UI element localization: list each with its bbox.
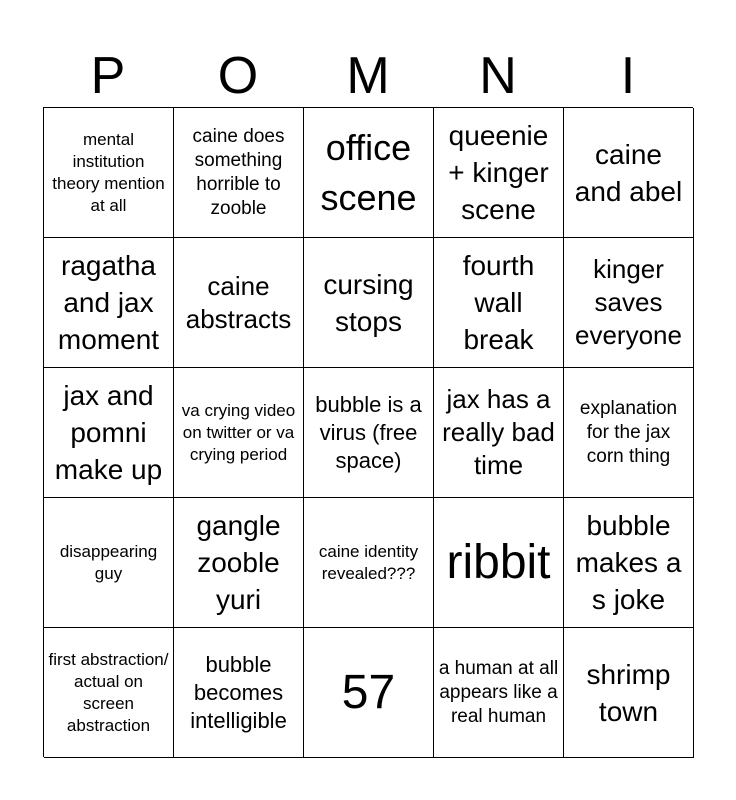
bingo-header: [43, 46, 693, 106]
bingo-cell[interactable]: [44, 108, 174, 238]
bingo-cell[interactable]: [564, 368, 694, 498]
bingo-cell[interactable]: [564, 498, 694, 628]
bingo-cell[interactable]: [304, 498, 434, 628]
cell-text: fourth wall break: [462, 250, 535, 355]
cell-text: queenie + kinger scene: [448, 120, 549, 225]
header-letter-o: O: [217, 47, 259, 105]
bingo-cell[interactable]: [304, 628, 434, 758]
bingo-cell[interactable]: [44, 368, 174, 498]
bingo-board: [43, 107, 693, 757]
cell-text: 57: [341, 665, 396, 719]
header-letter-i: I: [620, 47, 636, 105]
header-letter-m: M: [346, 47, 390, 105]
header-letter-p: P: [90, 47, 126, 105]
bingo-cell[interactable]: [174, 628, 304, 758]
bingo-cell[interactable]: [304, 238, 434, 368]
bingo-cell[interactable]: [174, 498, 304, 628]
cell-text: jax has a really bad time: [442, 384, 555, 480]
cell-text: bubble makes a s joke: [575, 510, 682, 615]
cell-text: ribbit: [446, 535, 551, 589]
cell-text: ragatha and jax moment: [57, 250, 160, 355]
bingo-cell[interactable]: [304, 108, 434, 238]
bingo-cell[interactable]: [564, 108, 694, 238]
cell-text: a human at all appears like a real human: [438, 657, 559, 727]
cell-text: gangle zooble yuri: [196, 510, 281, 615]
bingo-cell[interactable]: [564, 238, 694, 368]
cell-text: caine identity revealed???: [318, 541, 419, 583]
cell-text: shrimp town: [586, 658, 671, 727]
bingo-cell[interactable]: [174, 368, 304, 498]
bingo-cell[interactable]: [434, 108, 564, 238]
cell-text: mental institution theory mention at all: [52, 129, 165, 215]
cell-text: bubble is a virus (free space): [315, 391, 422, 473]
bingo-cell[interactable]: [174, 238, 304, 368]
header-letter-n: N: [479, 47, 517, 105]
cell-text: disappearing guy: [59, 541, 158, 583]
bingo-cell[interactable]: [44, 628, 174, 758]
cell-text: office scene: [320, 126, 417, 218]
cell-text: bubble becomes intelligible: [190, 651, 287, 733]
cell-text: va crying video on twitter or va crying period: [181, 400, 296, 464]
bingo-cell[interactable]: [434, 628, 564, 758]
cell-text: kinger saves everyone: [575, 254, 682, 350]
cell-text: caine does something horrible to zooble: [192, 125, 285, 219]
cell-text: caine and abel: [574, 138, 683, 207]
cell-text: cursing stops: [323, 268, 414, 337]
bingo-cell[interactable]: [434, 238, 564, 368]
bingo-cell[interactable]: [174, 108, 304, 238]
bingo-cell[interactable]: [434, 368, 564, 498]
cell-text: jax and pomni make up: [54, 380, 163, 485]
bingo-cell[interactable]: [44, 238, 174, 368]
cell-text: first abstraction/ actual on screen abstraction: [48, 649, 169, 735]
bingo-cell[interactable]: [434, 498, 564, 628]
bingo-cell[interactable]: [44, 498, 174, 628]
bingo-cell-free-space[interactable]: [304, 368, 434, 498]
bingo-cell[interactable]: [564, 628, 694, 758]
cell-text: explanation for the jax corn thing: [579, 397, 678, 467]
cell-text: caine abstracts: [185, 270, 292, 334]
